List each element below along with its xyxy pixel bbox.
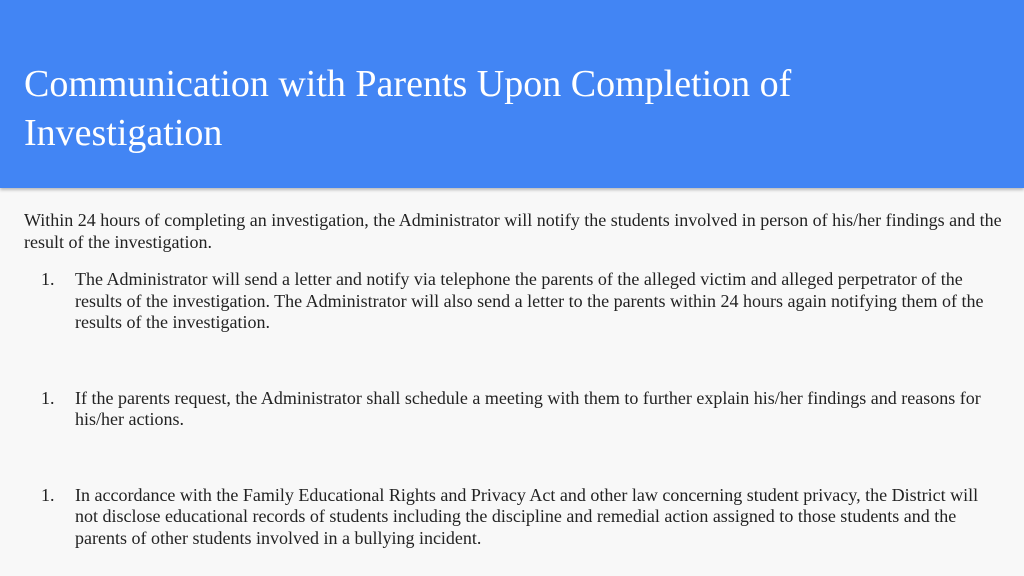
list-item xyxy=(24,388,1004,431)
list-item-number: 1. xyxy=(41,387,55,408)
list-item-text: The Administrator will send a letter and notify via telephone the parents of the alleged victim and alleged perpetrator of the results of the investigation. The Administrator will also send a letter to the parents within 24 hours again notifying them of the results of the investigation. xyxy=(75,269,984,332)
title-banner xyxy=(0,0,1024,188)
list-item-text: In accordance with the Family Educational Rights and Privacy Act and other law concerning student privacy, the District will not disclose educational records of students including the discipline and remedial action assigned to those students and the parents of other students involved in a bullying incident. xyxy=(75,484,979,548)
intro-paragraph: Within 24 hours of completing an investigation, the Administrator will notify the students involved in person of his/her findings and the result of the investigation. xyxy=(24,210,1002,252)
slide-title: Communication with Parents Upon Completion of Investigation xyxy=(24,63,792,154)
list-item-number: 1. xyxy=(41,269,55,289)
list-item xyxy=(24,485,1004,550)
list-item-text: If the parents request, the Administrator shall schedule a meeting with them to further explain his/her findings and reasons for his/her actions. xyxy=(75,387,981,429)
list-item xyxy=(24,269,1004,334)
list-item-number: 1. xyxy=(41,484,55,505)
slide-body xyxy=(24,210,1004,549)
